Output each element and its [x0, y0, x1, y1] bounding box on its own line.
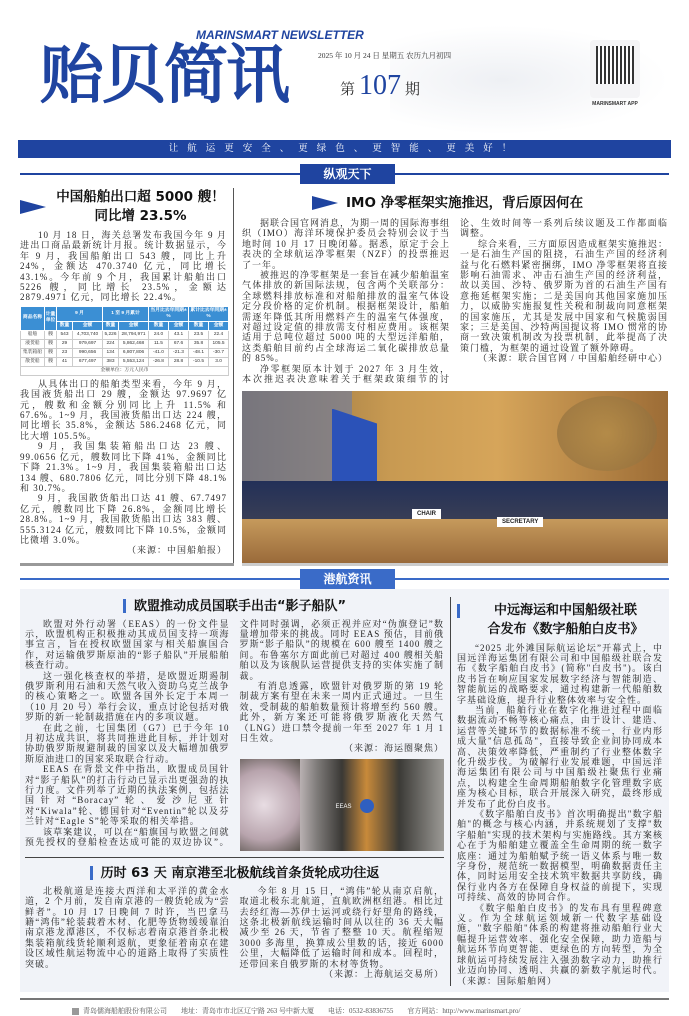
chair-placard: CHAIR: [412, 509, 441, 519]
port-news-panel: [20, 589, 669, 992]
table-cell: 艘: [45, 357, 57, 366]
table-cell: 543: [57, 330, 73, 339]
article-title: IMO 净零框架实施推迟，背后原因何在: [346, 195, 584, 211]
th: 商品名称: [21, 306, 45, 330]
title-bar-icon: [457, 604, 460, 618]
article-title-row: [242, 194, 668, 213]
article-arctic-body: [25, 886, 444, 980]
article-title: 欧盟推动成员国联手出击“影子船队”: [133, 598, 347, 614]
table-subheader: 金额: [209, 321, 229, 330]
title-bar-icon: [123, 599, 126, 613]
table-cell: 艘: [45, 348, 57, 357]
title-bar-icon: [90, 866, 93, 880]
eeas-sign: EEAS: [335, 803, 352, 810]
issue-number-value: 107: [359, 70, 402, 101]
table-cell: -48.1: [189, 348, 209, 357]
table-cell: 979,697: [73, 339, 103, 348]
paragraph: 综合来看，三方面原因造成框架实施推迟：一是石油生产国的阻挠，石油生产国的经济利益与化石燃料紧密捆绑，IMO 净零框架将直接影响石油需求、冲击石油生产国的经济利益，故以美国、沙特、俄罗斯为首的石油生产国有意拖延框架实施；二是美国向其他国家施加压力，以威胁实施报复性关税和制裁向同意框架的国家施压，尤其是发展中国家和气候脆弱国家；三是美国、沙特两国提议将 IMO 惯常的协商一致决策机制改为投票机制，此举提高了决策门槛，为框架的通过设置了额外障碍。: [460, 238, 669, 353]
title-line-2: 合发布《数字船舶白皮书》: [487, 621, 644, 637]
table-subheader: 数量: [189, 321, 209, 330]
paragraph: 9 月，我国集装箱船出口达 23 艘、99.0656 亿元，艘数同比下降 41%，金额同比下降 21.3%。1~9 月，我国集装箱船出口达 134 艘、680.7806 亿元，同比分别下降 48.1% 和 30.7%。: [20, 441, 227, 493]
paragraph: 有消息透露，欧盟针对俄罗斯的第 19 轮制裁方案有望在未来一周内正式通过。一旦生效，受制裁的船舶数量预计将增至约 560 艘。此外，新方案还可能将俄罗斯液化天然气（LNG）进口禁令提前一年至 2027 年 1 月 1 日生效。: [239, 680, 444, 743]
qr-label: MARINSMART APP: [592, 101, 638, 107]
paragraph: 在此之前，七国集团（G7）已于今年 10 月初达成共识，将共同推进此目标，并计划对协助俄罗斯规避制裁的国家以及大幅增加俄罗斯原油进口的国家采取联合行动。: [25, 722, 230, 764]
table-cell: 134: [103, 348, 119, 357]
eeas-building-photo: [240, 759, 444, 851]
table-cell: -26.8: [149, 357, 169, 366]
table-subheader: 金额: [73, 321, 103, 330]
eeas-logo: [360, 799, 374, 813]
issue-number: [340, 70, 420, 106]
table-cell: 28,794,971: [119, 330, 149, 339]
paragraph: 当前，船舶行业在数字化推进过程中面临数据流动不畅等核心痛点，由于设计、建造、运营等关键环节的数据标准不统一，行业内形成大量"信息孤岛"，直接导致企业间协同成本高、决策效率降低，严重制约了行业整体数字化升级步伐。为破解行业发展难题，中国远洋海运集团有限公司与中国船级社聚焦行业痛点，以构建全生命周期船舶数字化管理数字底座为核心目标，联合开展深入研究，最终形成并发布了此份白皮书。: [457, 704, 663, 809]
paragraph: 今年 8 月 15 日，“鸿伟”轮从南京启航，取道北极东北航道，直航欧洲枢纽港。相比过去经红海—苏伊士运河或绕行好望角的路线，这条北极新航线运输时间从以往的 36 天大幅减少至 26 天，节省了整整 10 天。航程缩短 3000 多海里，换算成公里数的话，接近 6000 公里，大幅降低了运输时间和成本。回程时，还带回来自俄罗斯的木材等货物。: [239, 885, 444, 969]
section-tab-port: 港航资讯: [300, 569, 395, 589]
table-cell: 散货船: [21, 357, 45, 366]
app-qr-code[interactable]: [590, 40, 640, 98]
article-source: （来源：联合国官网 / 中国船舶经研中心）: [477, 353, 668, 364]
article-cosco-body: [457, 643, 663, 986]
company-logo-icon: [72, 1008, 79, 1015]
article-title: [20, 188, 227, 226]
article-body: [20, 230, 227, 556]
qr-code-icon: [596, 46, 634, 84]
table-cell: 677,497: [73, 357, 103, 366]
table-row: [21, 330, 229, 339]
footer-address: 地址：青岛市市北区辽宁路 263 号中新大厦: [181, 1006, 314, 1015]
section-header-port: [20, 569, 669, 589]
table-cell: 22.4: [209, 330, 229, 339]
table-cell: 6,807,806: [119, 348, 149, 357]
table-cell: 23: [57, 348, 73, 357]
table-subheader: 数量: [103, 321, 119, 330]
delegates: [242, 481, 668, 523]
article-body: [242, 218, 668, 385]
table-cell: 船舶: [21, 330, 45, 339]
table-cell: 43.1: [169, 330, 189, 339]
issue-suffix: 期: [405, 82, 421, 98]
th: 计量单位: [45, 306, 57, 330]
footer: [20, 998, 669, 1016]
paragraph: “2025 北外滩国际航运论坛”开幕式上，中国远洋海运集团有限公司和中国船级社联合发布《数字船舶白皮书》(简称"白皮书")。该白皮书旨在响应国家发展数字经济与智能制造、智能航运的战略要求，通过构建新一代船舶数字基础设施，提升行业整体效率与安全性。: [457, 642, 663, 705]
secretary-placard: SECRETARY: [497, 517, 543, 527]
masthead: [0, 0, 689, 140]
paragraph: 这一强化核查权的举措，是欧盟近期遏制俄罗斯利用石油和天然气收入资助乌克兰战争的核心策略之一。欧盟各国外长定于本周一（10 月 20 号）举行会议，重点讨论包括对俄罗斯的新一轮制裁措施在内的多项议题。: [25, 670, 230, 723]
table-cell: 224: [103, 339, 119, 348]
paragraph: EEAS 在背景文件中指出，欧盟成员国针对“影子船队”的打击行动已显示出更强劲的执行力度。文件列举了近期的执法案例，包括法国针对“Boracay”轮、爱沙尼亚针对“Kiwala”轮、德国针对“Eventin”轮以及芬兰针对“Eagle S”轮等采取的相关举措。: [25, 764, 230, 827]
table-cell: 5,226: [103, 330, 119, 339]
table-row: [21, 339, 229, 348]
table-cell: 集装箱船: [21, 348, 45, 357]
th: 9 月: [57, 306, 103, 321]
section-header-world: [20, 164, 669, 184]
article-source: （来源：上海航运交易所）: [323, 969, 444, 980]
table-cell: 艘: [45, 339, 57, 348]
imo-emblem: [557, 396, 657, 471]
world-news-row: [20, 188, 669, 563]
th: 1 至 9 月累计: [103, 306, 149, 321]
table-row: [21, 348, 229, 357]
issue-prefix: 第: [340, 82, 356, 98]
table-cell: 5,553,124: [119, 357, 149, 366]
title-line-1: 中远海运和中国船级社联: [493, 602, 637, 618]
article-divider: [25, 857, 444, 858]
article-title-row: [25, 864, 444, 883]
paragraph: 9 月，我国散货船出口达 41 艘、67.7497 亿元，艘数同比下降 26.8%，金额同比增长 28.8%。1~9 月，我国散货船出口达 383 艘、555.3124 亿元，艘数同比下降 10.5%，金额同比微增 3.0%。: [20, 493, 227, 545]
table-cell: 艘: [45, 330, 57, 339]
newsletter-logo: 贻贝简讯: [40, 39, 288, 113]
arrow-icon: [20, 200, 46, 214]
table-cell: 液货船: [21, 339, 45, 348]
table-subheader: 金额: [169, 321, 189, 330]
paragraph: 被推迟的净零框架是一套旨在减少船舶温室气体排放的新国际法规，包含两个关联部分：全球燃料排放标准和对船舶排放的温室气体设定分段价格的定价机制。根据框架设计，船舶需逐年降低其所用燃料产生的温室气体强度，对超过设定值的排放需支付相应费用。该框架适用于总吨位超过 5000 吨的大型远洋船舶，这类船舶目前约占全球海运二氧化碳排放总量的 85%。: [242, 270, 451, 364]
table-cell: 3.0: [209, 357, 229, 366]
article-title-row: [457, 601, 663, 639]
port-left-column: [25, 597, 451, 986]
article-eu-body: [25, 619, 444, 851]
paragraph: 据联合国官网消息，为期一周的国际海事组织（IMO）海洋环境保护委员会特别会议于当地时间 10 月 17 日晚闭幕。据悉，原定于会上表决的全球航运净零框架（NZF）的投票推迟了一年。: [242, 218, 451, 270]
issue-date: 2025 年 10 月 24 日 星期五 农历九月初四: [318, 51, 452, 60]
table-subheader: 数量: [149, 321, 169, 330]
paragraph: 北极航道是连接大西洋和太平洋的黄金水道，2 个月前，发自南京港的一艘货轮成为“尝鲜者”。10 月 17 日晚间 7 时许，当巴拿马籍“鸿伟”轮装载着木材、化肥等货物缓缓靠泊南京港龙潭港区，不仅标志着南京港首条北极集装箱航线货轮顺利返航，更象征着南京在建设区域性航运物流中心的道路上取得了实质性突破。: [25, 885, 230, 969]
table-row: [21, 357, 229, 366]
table-cell: 28.8: [169, 357, 189, 366]
table-note: 金额单位：万元人民币: [21, 366, 229, 375]
paragraph: 《数字船舶白皮书》首次明确提出"数字船舶"的概念与核心内涵，并系统规划了支撑"数字船舶"实现的技术架构与实施路线。其方案核心在于为船舶建立覆盖全生命周期的统一数字底座：通过为船舶赋予统一语义体系与唯一数字身份，规范统一数据模型，明确数据责任主体，同时运用安全技术筑牢数据共享防线，确保行业内各方在保障自身权益的前提下，实现可持续、高效的协同合作。: [457, 809, 663, 903]
article-title: 历时 63 天 南京港至北极航线首条货轮成功往返: [100, 865, 380, 881]
th: 当月比去年同期±%: [149, 306, 189, 321]
table-cell: 105.5: [209, 339, 229, 348]
imo-meeting-photo: [242, 391, 668, 563]
table-cell: 35.8: [189, 339, 209, 348]
table-cell: 41: [57, 357, 73, 366]
paragraph: 欧盟对外行动署（EEAS）的一份文件显示，欧盟机构正积极推动其成员国支持一项海事宣言，旨在授权欧盟国家与相关船旗国合作，对运输俄罗斯原油的“影子船队”开展船舶核查行动。: [25, 618, 230, 671]
table-cell: -21.3: [169, 348, 189, 357]
table-cell: 11.5: [149, 339, 169, 348]
article-source: （来源：中国船舶报）: [126, 545, 227, 556]
table-cell: 5,862,468: [119, 339, 149, 348]
table-cell: -41.0: [149, 348, 169, 357]
table-subheader: 金额: [119, 321, 149, 330]
table-cell: -10.5: [189, 357, 209, 366]
arrow-icon: [312, 196, 338, 210]
title-line-2: 同比增 23.5%: [94, 208, 187, 224]
paragraph: 《数字船舶白皮书》的发布具有里程碑意义。作为全球航运领域新一代数字基础设施，"数字船舶"体系的构建将推动船舶行业大幅提升运营效率、强化安全保障，助力造船与航运环节向更智能、更绿色的方向转型，为全球航运可持续发展注入强劲数字动力，助推行业迈向协同、透明、共赢的新数字航运时代。（来源：国际船舶网）: [457, 902, 663, 986]
export-table: [20, 306, 229, 376]
article-title-row: [25, 597, 444, 616]
article-source: （来源：海运圈聚焦）: [343, 743, 444, 754]
section-tab-world: 纵观天下: [300, 164, 395, 184]
table-cell: 383: [103, 357, 119, 366]
paragraph: 该草案建议，可以在“船旗国与欧盟之间就预先授权的登船检查达成可能的双边协议”。文件同时强调，必须正视并应对“伪旗登记”数量增加带来的挑战。同时 EEAS 预估，目前俄罗斯“影子船队”的规模在 600 艘至 1400 艘之间。布鲁塞尔方面此前已对超过 400 艘相关船舶以及为该舰队运营提供支持的实体实施了制裁。: [25, 618, 444, 848]
table-cell: 4,703,740: [73, 330, 103, 339]
footer-website[interactable]: 官方网站：http://www.marinsmart.pro/: [407, 1006, 521, 1015]
table-cell: -30.7: [209, 348, 229, 357]
table-cell: 23.5: [189, 330, 209, 339]
footer-company: 青岛儒海船舶股份有限公司: [83, 1006, 167, 1015]
blossom-tree: [240, 759, 300, 851]
article-imo: [242, 188, 668, 563]
table-subheader: 数量: [57, 321, 73, 330]
article-cosco: [457, 597, 663, 986]
table-cell: 24.0: [149, 330, 169, 339]
table-cell: 29: [57, 339, 73, 348]
table-cell: 67.6: [169, 339, 189, 348]
footer-phone: 电话：0532-83836755: [328, 1006, 394, 1015]
paragraph: 10 月 18 日，海关总署发布我国今年 9 月进出口商品最新统计月报。统计数据显示，今年 9 月，我国船舶出口 543 艘，同比上升 24%，金额达 470.3740 亿元，同比增长 43.1%。今年前 9 个月，我国累计船舶出口 5226 艘，同比增长 23.5%，金额达 2879.4971 亿元，同比增长 22.4%。: [20, 230, 227, 303]
table-cell: 990,656: [73, 348, 103, 357]
newsletter-title-en: MARINSMART NEWSLETTER: [196, 28, 364, 42]
slogan-bar: 让航运更安全、更绿色、更智能、更美好！: [18, 140, 671, 158]
paragraph: 从具体出口的船舶类型来看，今年 9 月，我国液货船出口 29 艘，金额达 97.9697 亿元，艘数和金额分别同比上升 11.5% 和 67.6%。1~9 月，我国液货船出口达 224 艘，同比增长 35.8%，金额达 586.2468 亿元，同比大增 105.5%。: [20, 378, 227, 441]
desk: [242, 519, 668, 563]
article-ship-exports: [20, 188, 234, 563]
footer-company-wrap: [72, 1006, 167, 1016]
title-line-1: 中国船舶出口超 5000 艘！: [56, 189, 225, 205]
th: 累计比去年同期±%: [189, 306, 229, 321]
paragraph: 净零框架原本计划于 2027 年 3 月生效，本次推迟表决意味着关于框架政策细节的讨论、生效时间等一系列后续议题及工作都面临调整。: [242, 218, 668, 385]
